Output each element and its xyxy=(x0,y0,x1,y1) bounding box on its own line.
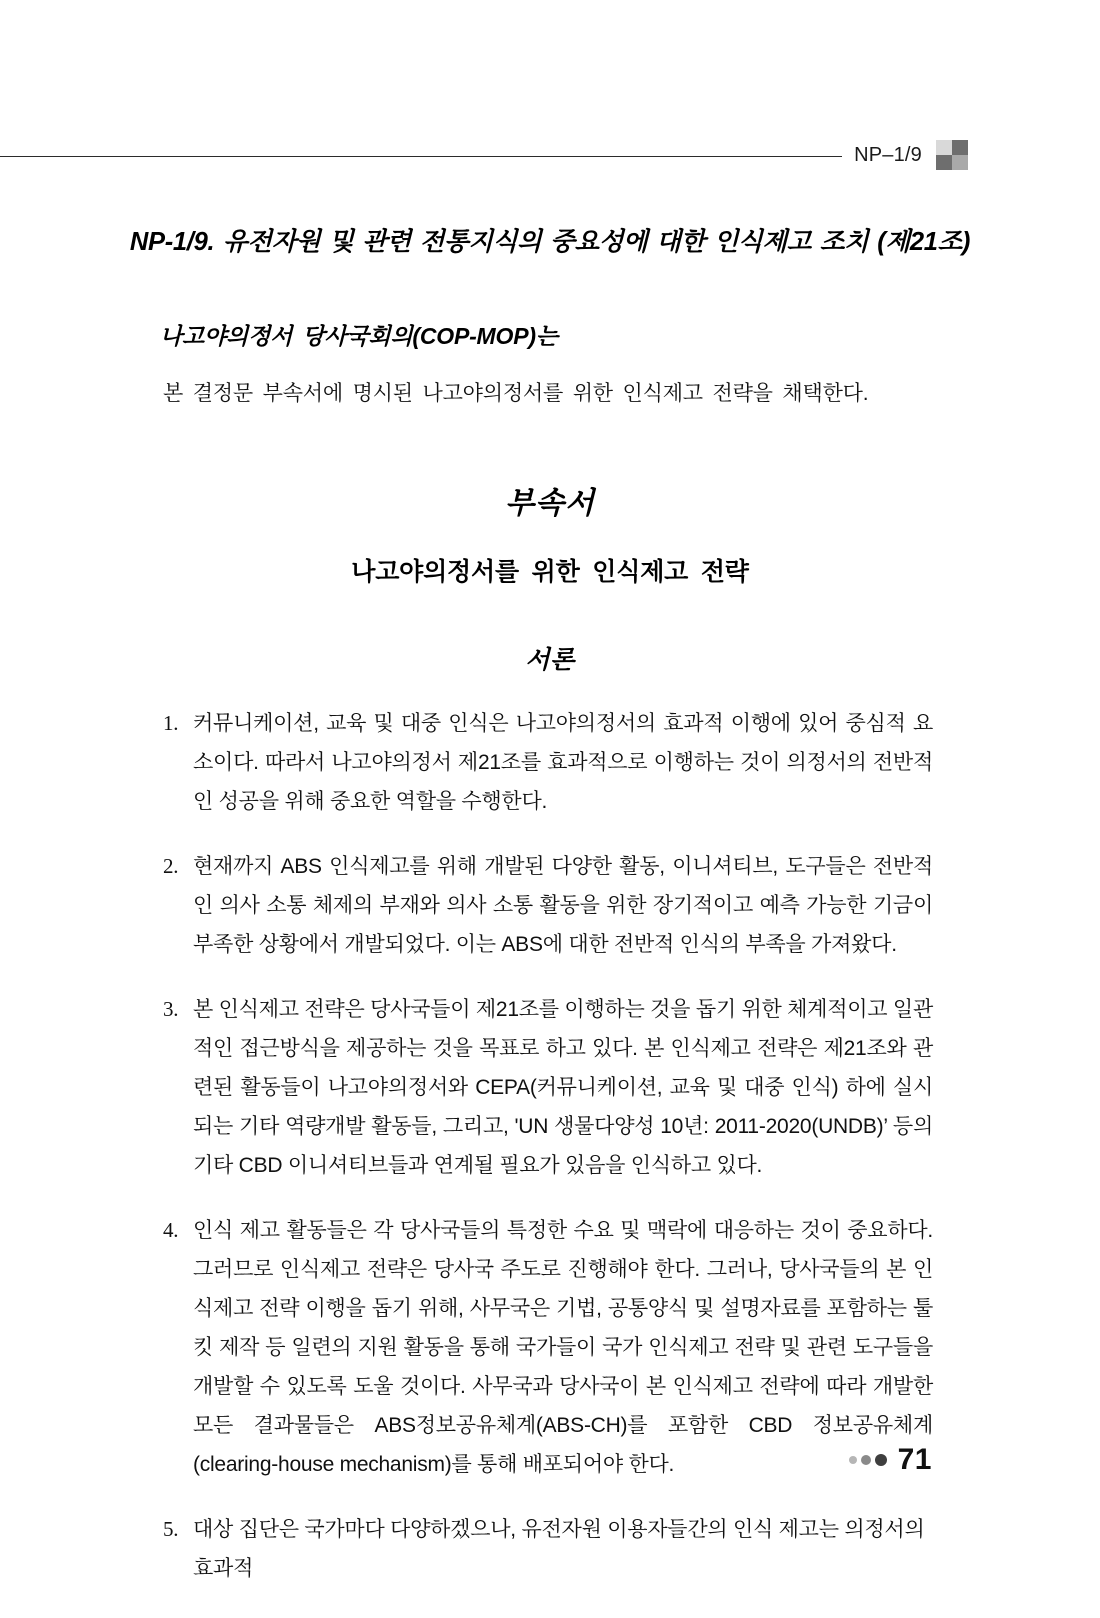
annex-heading: 부속서 xyxy=(505,487,595,520)
paragraph-text: 현재까지 ABS 인식제고를 위해 개발된 다양한 활동, 이니셔티브, 도구들은 전반적인 의사 소통 체제의 부재와 의사 소통 활동을 위한 장기적이고 예측 가능한 기금이 부족한 상황에서 개발되었다. 이는 ABS에 대한 전반적 인식의 부족을 가져왔다. xyxy=(193,855,933,956)
paragraph-marker: 2. xyxy=(163,854,179,878)
decision-title: NP-1/9. 유전자원 및 관련 전통지식의 중요성에 대한 인식제고 조치 (제21조) xyxy=(129,228,971,256)
footer-dot-large xyxy=(875,1454,887,1466)
paragraph-item xyxy=(163,1510,933,1588)
checker-square-bottom-right xyxy=(952,155,968,170)
checker-square-top-right xyxy=(952,140,968,155)
running-header-label: NP–1/9 xyxy=(854,143,922,166)
paragraph-text: 대상 집단은 국가마다 다양하겠으나, 유전자원 이용자들간의 인식 제고는 의정서의 효과적 xyxy=(193,1518,925,1580)
page-number: 71 xyxy=(897,1443,932,1476)
preamble-actor-line: 나고야의정서 당사국회의(COP-MOP)는 xyxy=(160,323,558,349)
paragraph-marker: 1. xyxy=(163,711,179,735)
checker-square-bottom-left xyxy=(936,155,952,170)
paragraph-text: 본 인식제고 전략은 당사국들이 제21조를 이행하는 것을 돕기 위한 체계적이고 일관적인 접근방식을 제공하는 것을 목표로 하고 있다. 본 인식제고 전략은 제21조와 관련된 활동들이 나고야의정서와 CEPA(커뮤니케이션, 교육 및 대중 인식) 하에 실시되는 기타 역량개발 활동들, 그리고, 'UN 생물다양성 10년: 2011-2020(UNDB)’ 등의 기타 CBD 이니셔티브들과 연계될 필요가 있음을 인식하고 있다. xyxy=(193,998,933,1177)
adoption-sentence: 본 결정문 부속서에 명시된 나고야의정서를 위한 인식제고 전략을 채택한다. xyxy=(163,382,869,405)
footer-dots-decoration-icon xyxy=(849,1454,887,1466)
strategy-heading: 나고야의정서를 위한 인식제고 전략 xyxy=(351,558,749,586)
paragraph-marker: 3. xyxy=(163,997,179,1021)
paragraph-marker: 5. xyxy=(163,1517,179,1541)
paragraph-item xyxy=(163,990,933,1185)
paragraph-text: 커뮤니케이션, 교육 및 대중 인식은 나고야의정서의 효과적 이행에 있어 중심적 요소이다. 따라서 나고야의정서 제21조를 효과적으로 이행하는 것이 의정서의 전반적인 성공을 위해 중요한 역할을 수행한다. xyxy=(193,712,933,813)
paragraph-text: 인식 제고 활동들은 각 당사국들의 특정한 수요 및 맥락에 대응하는 것이 중요하다. 그러므로 인식제고 전략은 당사국 주도로 진행해야 한다. 그러나, 당사국들의 본 인식제고 전략 이행을 돕기 위해, 사무국은 기법, 공통양식 및 설명자료를 포함하는 툴킷 제작 등 일련의 지원 활동을 통해 국가들이 국가 인식제고 전략 및 관련 도구들을 개발할 수 있도록 도울 것이다. 사무국과 당사국이 본 인식제고 전략에 따라 개발한 모든 결과물들은 ABS정보공유체계(ABS-CH)를 포함한 CBD 정보공유체계(clearing-house mechanism)를 통해 배포되어야 한다. xyxy=(193,1219,933,1476)
running-header xyxy=(0,138,1100,172)
paragraph-item xyxy=(163,704,933,821)
footer-dot-small xyxy=(849,1456,857,1464)
page-footer xyxy=(0,1443,1100,1477)
footer-dot-medium xyxy=(861,1455,871,1465)
header-rule xyxy=(0,156,842,157)
section-heading-introduction: 서론 xyxy=(525,646,575,674)
paragraph-marker: 4. xyxy=(163,1218,179,1242)
checkerboard-decoration-icon xyxy=(936,140,968,170)
paragraph-item xyxy=(163,847,933,964)
checker-square-top-left xyxy=(936,140,952,155)
